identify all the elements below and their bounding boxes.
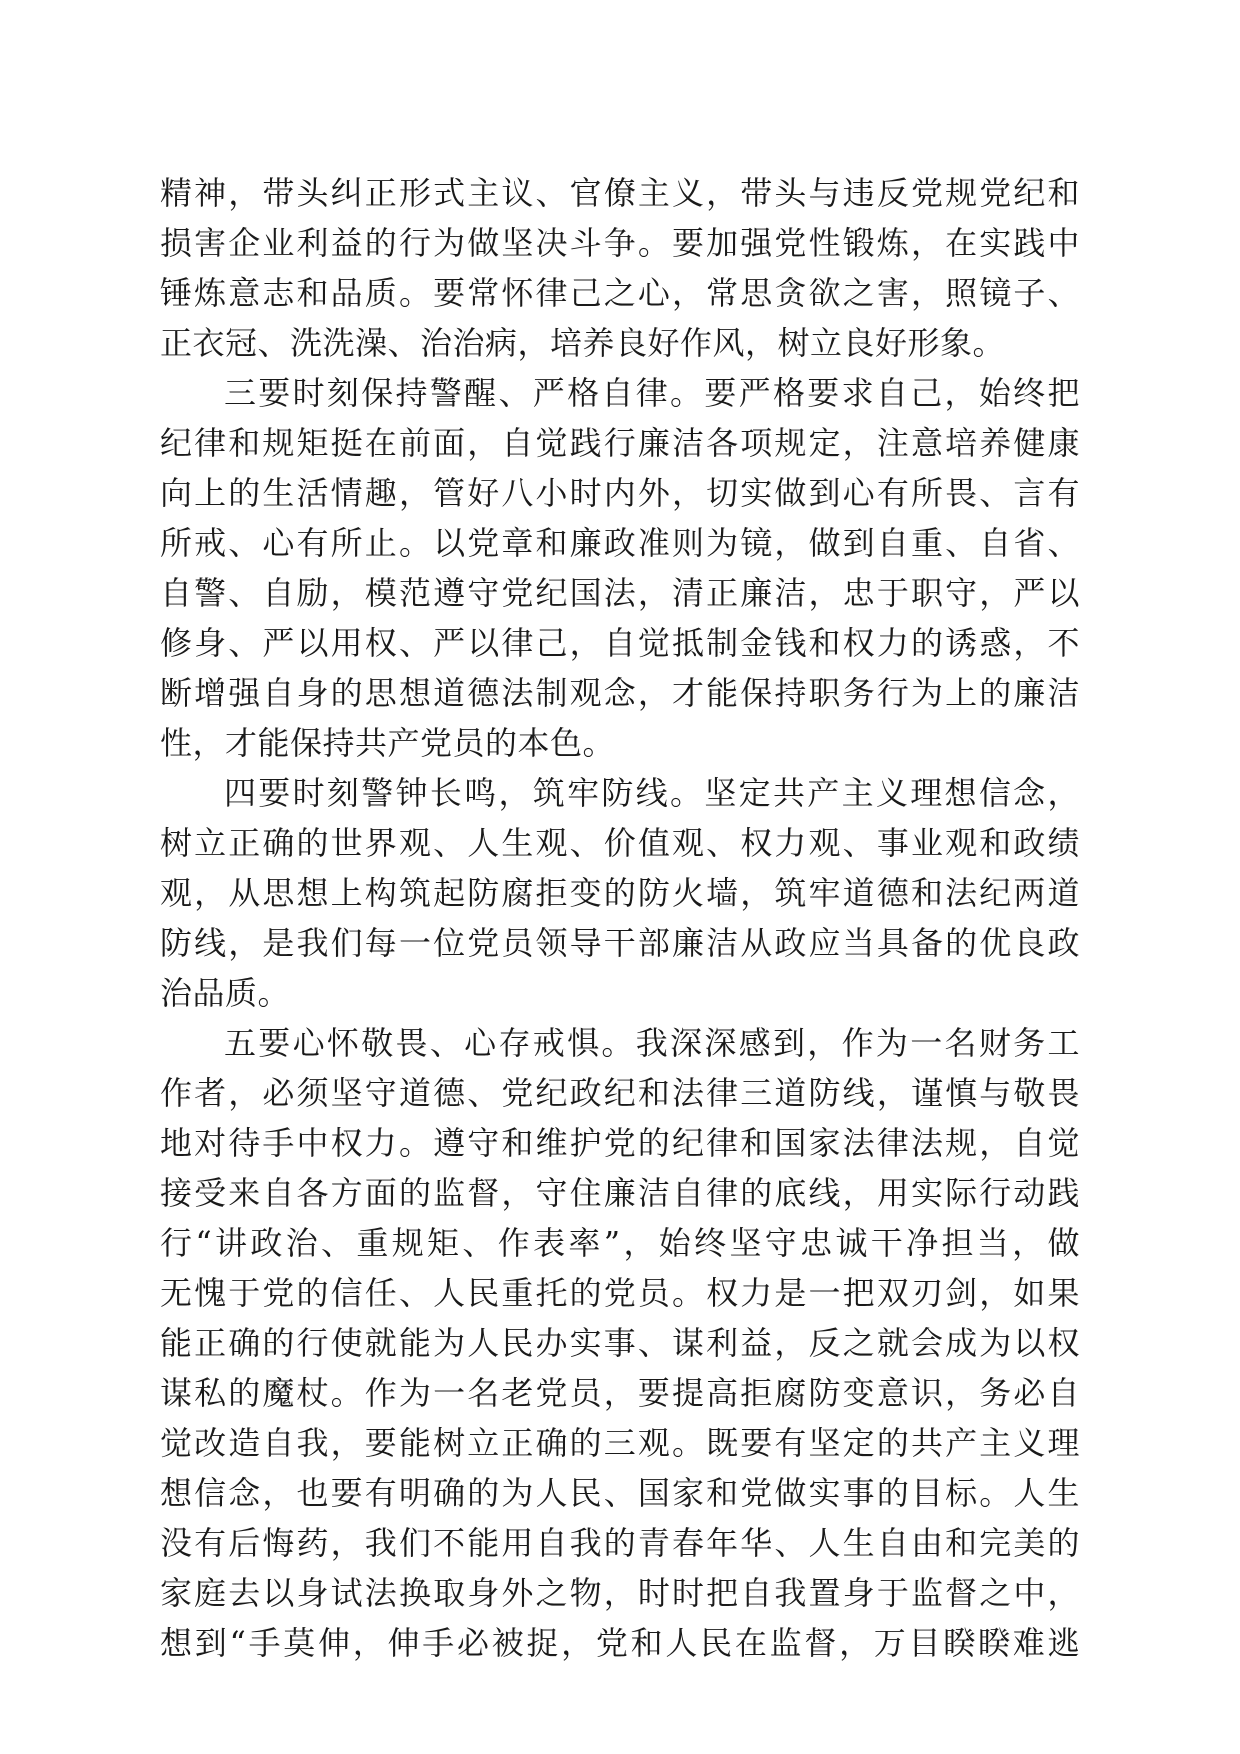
text-line: 行“讲政治、重规矩、作表率”，始终坚守忠诚干净担当，做 bbox=[160, 1224, 1080, 1262]
text-line: 无愧于党的信任、人民重托的党员。权力是一把双刃剑，如果 bbox=[160, 1274, 1080, 1312]
text-line: 想信念，也要有明确的为人民、国家和党做实事的目标。人生 bbox=[160, 1474, 1080, 1512]
text-line: 能正确的行使就能为人民办实事、谋利益，反之就会成为以权 bbox=[160, 1324, 1080, 1362]
text-line: 防线，是我们每一位党员领导干部廉洁从政应当具备的优良政 bbox=[160, 924, 1080, 962]
text-line: 修身、严以用权、严以律己，自觉抵制金钱和权力的诱惑，不 bbox=[160, 624, 1080, 662]
text-line: 谋私的魔杖。作为一名老党员，要提高拒腐防变意识，务必自 bbox=[160, 1374, 1080, 1412]
text-line: 性，才能保持共产党员的本色。 bbox=[160, 724, 616, 762]
paragraph-start-line: 五要心怀敬畏、心存戒惧。我深深感到，作为一名财务工 bbox=[224, 1024, 1080, 1062]
text-line: 树立正确的世界观、人生观、价值观、权力观、事业观和政绩 bbox=[160, 824, 1080, 862]
text-line: 接受来自各方面的监督，守住廉洁自律的底线，用实际行动践 bbox=[160, 1174, 1080, 1212]
text-line: 正衣冠、洗洗澡、治治病，培养良好作风，树立良好形象。 bbox=[160, 324, 1006, 362]
text-line: 所戒、心有所止。以党章和廉政准则为镜，做到自重、自省、 bbox=[160, 524, 1080, 562]
text-line: 家庭去以身试法换取身外之物，时时把自我置身于监督之中， bbox=[160, 1574, 1080, 1612]
text-line: 没有后悔药，我们不能用自我的青春年华、人生自由和完美的 bbox=[160, 1524, 1080, 1562]
text-line: 想到“手莫伸，伸手必被捉，党和人民在监督，万目睽睽难逃 bbox=[160, 1624, 1080, 1662]
text-line: 纪律和规矩挺在前面，自觉践行廉洁各项规定，注意培养健康 bbox=[160, 424, 1080, 462]
body-text bbox=[160, 168, 1080, 1668]
text-line: 精神，带头纠正形式主议、官僚主义，带头与违反党规党纪和 bbox=[160, 174, 1080, 212]
text-line: 损害企业利益的行为做坚决斗争。要加强党性锻炼，在实践中 bbox=[160, 224, 1080, 262]
text-line: 作者，必须坚守道德、党纪政纪和法律三道防线，谨慎与敬畏 bbox=[160, 1074, 1080, 1112]
text-line: 自警、自励，模范遵守党纪国法，清正廉洁，忠于职守，严以 bbox=[160, 574, 1080, 612]
text-line: 治品质。 bbox=[160, 974, 291, 1012]
paragraph-start-line: 三要时刻保持警醒、严格自律。要严格要求自己，始终把 bbox=[224, 374, 1080, 412]
text-line: 觉改造自我，要能树立正确的三观。既要有坚定的共产主义理 bbox=[160, 1424, 1080, 1462]
text-line: 观，从思想上构筑起防腐拒变的防火墙，筑牢道德和法纪两道 bbox=[160, 874, 1080, 912]
paragraph-start-line: 四要时刻警钟长鸣，筑牢防线。坚定共产主义理想信念， bbox=[224, 774, 1080, 812]
text-line: 锤炼意志和品质。要常怀律己之心，常思贪欲之害，照镜子、 bbox=[160, 274, 1080, 312]
text-line: 地对待手中权力。遵守和维护党的纪律和国家法律法规，自觉 bbox=[160, 1124, 1080, 1162]
text-line: 向上的生活情趣，管好八小时内外，切实做到心有所畏、言有 bbox=[160, 474, 1080, 512]
text-line: 断增强自身的思想道德法制观念，才能保持职务行为上的廉洁 bbox=[160, 674, 1080, 712]
